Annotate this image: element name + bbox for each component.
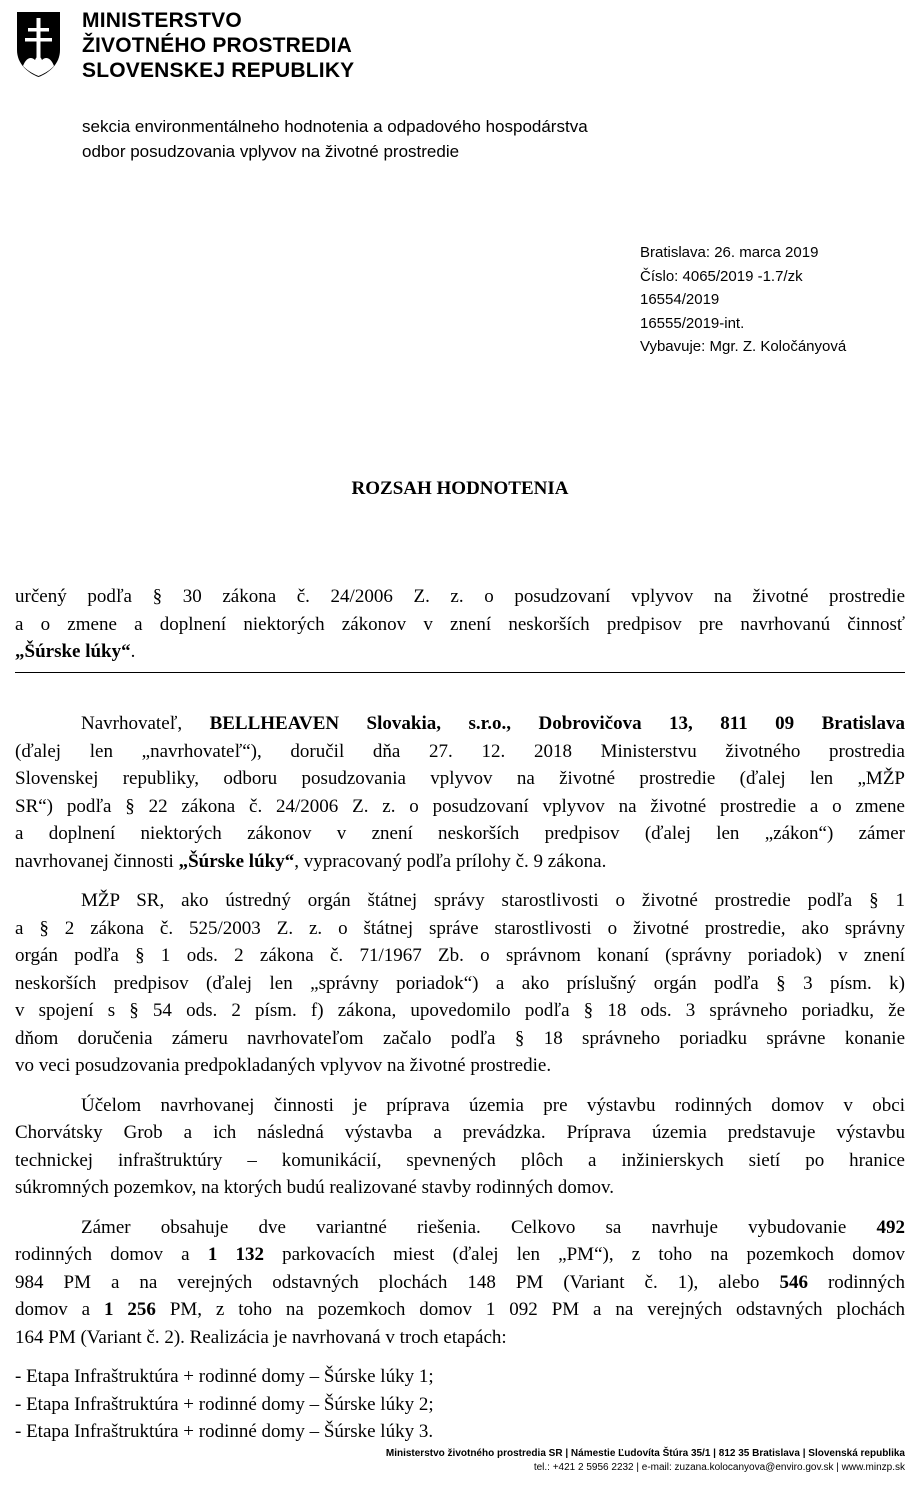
list-item: - Etapa Infraštruktúra + rodinné domy – Šúrske lúky 3. [15,1421,434,1442]
page-footer [386,1447,905,1475]
text-line: Zámer obsahuje dve variantné riešenia. Celkovo sa navrhuje vybudovanie 492 [81,1216,905,1238]
text-line: Navrhovateľ, BELLHEAVEN Slovakia, s.r.o., Dobrovičova 13, 811 09 Bratislava [81,713,905,734]
ministry-name-line: MINISTERSTVO [82,9,242,32]
ministry-name-line: ŽIVOTNÉHO PROSTREDIA [82,34,353,57]
parking-count: 1 132 [207,1244,264,1265]
ministry-name [82,8,354,83]
reference-number: 16554/2019 [640,291,720,308]
paragraph-purpose [15,1092,905,1202]
horizontal-rule [15,672,905,673]
ministry-name-line: SLOVENSKEJ REPUBLIKY [82,59,355,82]
text-line: a doplnení niektorých zákonov v znení neskorších predpisov (ďalej len „zákon“) zámer [15,823,905,844]
text-line: v spojení s § 54 ods. 2 písm. f) zákona, upovedomilo podľa § 18 ods. 3 správneho poriadku, že [15,1000,905,1021]
reference-number: 16555/2019-int. [640,314,745,332]
paragraph-authority [15,887,905,1080]
reference-number: Číslo: 4065/2019 -1.7/zk [640,267,803,285]
text-line: vo veci posudzovania predpokladaných vplyvov na životné prostredie. [15,1055,552,1076]
text-line: MŽP SR, ako ústredný orgán štátnej správy starostlivosti o životné prostredie podľa § 1 [81,890,905,911]
project-name: „Šúrske lúky“ [15,641,131,662]
text-line: 164 PM (Variant č. 2). Realizácia je navrhovaná v troch etapách: [15,1326,507,1348]
list-item: - Etapa Infraštruktúra + rodinné domy – Šúrske lúky 2; [15,1393,434,1415]
text-line: Chorvátsky Grob a ich následná výstavba a prevádzka. Príprava územia predstavuje výstavbu [15,1122,905,1143]
coat-of-arms-icon [15,10,62,78]
intro-line: „Šúrske lúky“. [15,641,136,662]
list-item: - Etapa Infraštruktúra + rodinné domy – Šúrske lúky 1; [15,1366,434,1387]
intro-line: určený podľa § 30 zákona č. 24/2006 Z. z. o posudzovaní vplyvov na životné prostredie [15,586,905,607]
houses-count: 546 [779,1271,808,1293]
document-body [15,710,905,1446]
intro-text [15,583,905,666]
stage-list [15,1363,905,1446]
text-line: technickej infraštruktúry – komunikácií, spevnených plôch a inžinierskych sietí po hranice [15,1149,905,1171]
houses-count: 492 [876,1216,905,1238]
text-line: domov a 1 256 PM, z toho na pozemkoch domov 1 092 PM a na verejných odstavných plochách [15,1299,906,1320]
footer-address: Ministerstvo životného prostredia SR | Námestie Ľudovíta Štúra 35/1 | 812 35 Bratislava | Slovenská republika [385,1448,905,1459]
department-heading [82,114,588,164]
text-line: orgán podľa § 1 ods. 2 zákona č. 71/1967 Zb. o správnom konaní (správny poriadok) v znení [15,945,905,966]
text-line: navrhovanej činnosti „Šúrske lúky“, vypracovaný podľa prílohy č. 9 zákona. [15,850,607,872]
reference-block [640,241,846,359]
text-line: a § 2 zákona č. 525/2003 Z. z. o štátnej správe starostlivosti o životné prostredie, ako správny [15,917,905,939]
project-name: „Šúrske lúky“ [178,850,295,872]
footer-contact: tel.: +421 2 5956 2232 | e-mail: zuzana.kolocanyova@enviro.gov.sk | www.minzp.sk [533,1462,905,1473]
reference-handler: Vybavuje: Mgr. Z. Koločányová [640,338,847,355]
intro-line: a o zmene a doplnení niektorých zákonov v znení neskorších predpisov pre navrhovanú činnosť [15,613,905,635]
text-line: Slovenskej republiky, odboru posudzovania vplyvov na životné prostredie (ďalej len „MŽP [15,768,905,789]
document-title: ROZSAH HODNOTENIA [351,478,569,499]
applicant-name: BELLHEAVEN Slovakia, s.r.o., Dobrovičova 13, 811 09 Bratislava [209,713,905,734]
department-name: odbor posudzovania vplyvov na životné prostredie [82,142,460,161]
paragraph-variants [15,1214,905,1352]
text-line: rodinných domov a 1 132 parkovacích miest (ďalej len „PM“), z toho na pozemkoch domov [15,1244,905,1265]
text-line: Účelom navrhovanej činnosti je príprava územia pre výstavbu rodinných domov v obci [81,1094,905,1116]
text-line: súkromných pozemkov, na ktorých budú realizované stavby rodinných domov. [15,1177,615,1198]
text-line: SR“) podľa § 22 zákona č. 24/2006 Z. z. o posudzovaní vplyvov na životné prostredie a o zmene [15,795,905,817]
paragraph-applicant [15,710,905,875]
text-line: neskorších predpisov (ďalej len „správny poriadok“) a ako príslušný orgán podľa § 3 písm. k) [15,972,905,994]
reference-date: Bratislava: 26. marca 2019 [640,244,819,261]
text-line: 984 PM a na verejných odstavných plochách 148 PM (Variant č. 1), alebo 546 rodinných [15,1271,905,1293]
section-name: sekcia environmentálneho hodnotenia a odpadového hospodárstva [82,117,588,136]
parking-count: 1 256 [104,1299,156,1320]
text-line: dňom doručenia zámeru navrhovateľom začalo podľa § 18 správneho poriadku správne konanie [15,1027,905,1049]
text-line: (ďalej len „navrhovateľ“), doručil dňa 27. 12. 2018 Ministerstvu životného prostredia [15,740,905,762]
